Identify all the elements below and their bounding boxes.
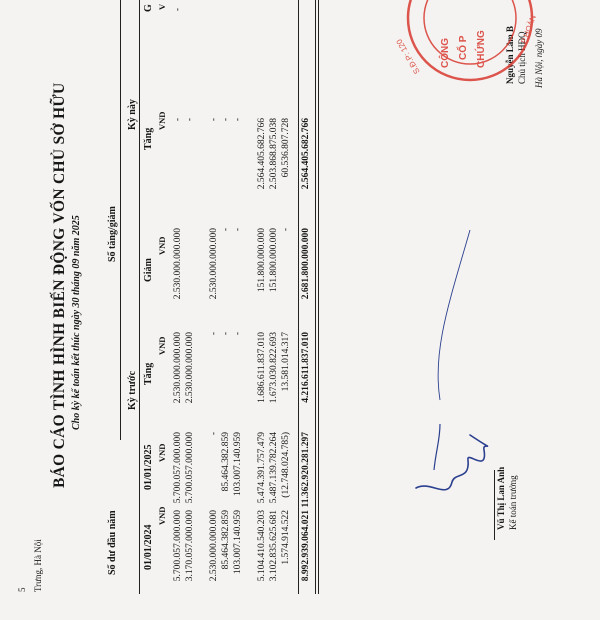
seal-text-3: CHỨNG [476,30,487,68]
seal-text-1: CÔNG [440,38,451,68]
header-date-2024: 01/01/2024 [143,524,154,570]
total-prior-increase: 4.216.611.837.010 [301,332,311,403]
cell-current-increase: - [233,118,243,122]
header-prior-increase: Tăng [143,362,154,385]
cell-current-increase: 60.536.807.728 [281,118,291,178]
cell-prior-decrease: - [233,228,243,232]
header-current-period: Kỳ này [127,99,138,130]
signer-left-name: Vũ Thị Lan Anh [496,466,506,530]
report-subtitle: Cho kỳ kế toán kết thúc ngày 30 tháng 09 năm 2025 [71,215,82,430]
header-current-decrease: G [143,4,154,12]
cell-current-increase: 2.564.405.682.766 [257,118,267,190]
cell-prior-increase: 2.530.000.000.000 [185,332,195,404]
header-prior-decrease: Giảm [143,258,154,282]
cell-2025: 103.007.140.959 [233,432,243,497]
cell-prior-increase: 13.581.014.317 [281,332,291,392]
cell-2025: 5.700.057.000.000 [185,432,195,504]
seal-text-arc: P.HOÀN [519,13,539,45]
cell-prior-increase: - [221,332,231,336]
unit-prior-dec: VND [157,236,167,255]
cell-2024: 2.530.000.000.000 [209,510,219,582]
cell-prior-increase: 1.673.030.822.693 [269,332,279,404]
cell-current-increase: - [185,118,195,122]
cell-prior-decrease: 2.530.000.000.000 [209,228,219,300]
cell-prior-decrease: 2.530.000.000.000 [173,228,183,300]
unit-2025: VND [157,443,167,462]
signer-right-name: Nguyễn Lâm B [505,25,515,84]
total-2025: 11.362.920.281.297 [301,432,311,508]
total-prior-decrease: 2.681.800.000.000 [301,228,311,300]
cell-current-decrease: - [173,8,183,12]
header-prior-period: Kỳ trước [127,370,138,410]
cell-2025: 5.700.057.000.000 [173,432,183,504]
cell-2024: 85.464.382.859 [221,510,231,570]
report-title: BÁO CÁO TÌNH HÌNH BIẾN ĐỘNG VỐN CHỦ SỞ HỮU [51,82,68,488]
header-address: Trưng, Hà Nội [33,539,43,592]
header-opening-balance: Số dư đầu năm [107,510,118,575]
cell-2025: 85.464.382.859 [221,432,231,492]
cell-current-increase: - [173,118,183,122]
header-current-increase: Tăng [143,127,154,150]
total-2024: 8.992.939.064.021 [301,510,311,582]
cell-2025: 5.474.391.757.479 [257,432,267,504]
cell-prior-increase: 1.686.611.837.010 [257,332,267,403]
header-code: 5 [17,587,27,592]
unit-cur-inc: VND [157,111,167,130]
signer-right-role: Chủ tịch HĐQ [517,31,527,84]
unit-cur-dec: V [157,3,167,10]
cell-2024: 3.170.057.000.000 [185,510,195,582]
unit-prior-inc: VND [157,336,167,355]
cell-2024: 3.102.835.625.681 [269,510,279,582]
cell-prior-increase: - [233,332,243,336]
cell-2024: 5.104.410.540.203 [257,510,267,582]
cell-current-increase: - [221,118,231,122]
cell-prior-increase: 2.530.000.000.000 [173,332,183,404]
cell-2024: 103.007.140.959 [233,510,243,575]
header-change: Số tăng/giảm [107,206,118,262]
cell-prior-decrease: - [221,228,231,232]
cell-2025: - [209,432,219,436]
cell-prior-decrease: 151.800.000.000 [257,228,267,293]
cell-current-increase: 2.503.868.875.038 [269,118,279,190]
cell-2024: 1.574.914.522 [281,510,291,565]
seal-text-2: CỔ P [458,35,469,60]
signer-left-role: Kế toán trưởng [508,475,518,530]
signing-place-date: Hà Nội, ngày 09 [534,28,544,88]
cell-prior-decrease: 151.800.000.000 [269,228,279,293]
seal-text-reg: S.Đ.P: 120 [394,37,422,76]
unit-2024: VND [157,506,167,525]
cell-2025: (12.748.024.785) [281,432,291,498]
cell-prior-increase: - [209,332,219,336]
header-date-2025: 01/01/2025 [143,444,154,490]
cell-prior-decrease: - [281,228,291,232]
total-current-increase: 2.564.405.682.766 [301,118,311,190]
cell-2024: 5.700.057.000.000 [173,510,183,582]
cell-current-increase: - [209,118,219,122]
cell-2025: 5.487.139.782.264 [269,432,279,504]
